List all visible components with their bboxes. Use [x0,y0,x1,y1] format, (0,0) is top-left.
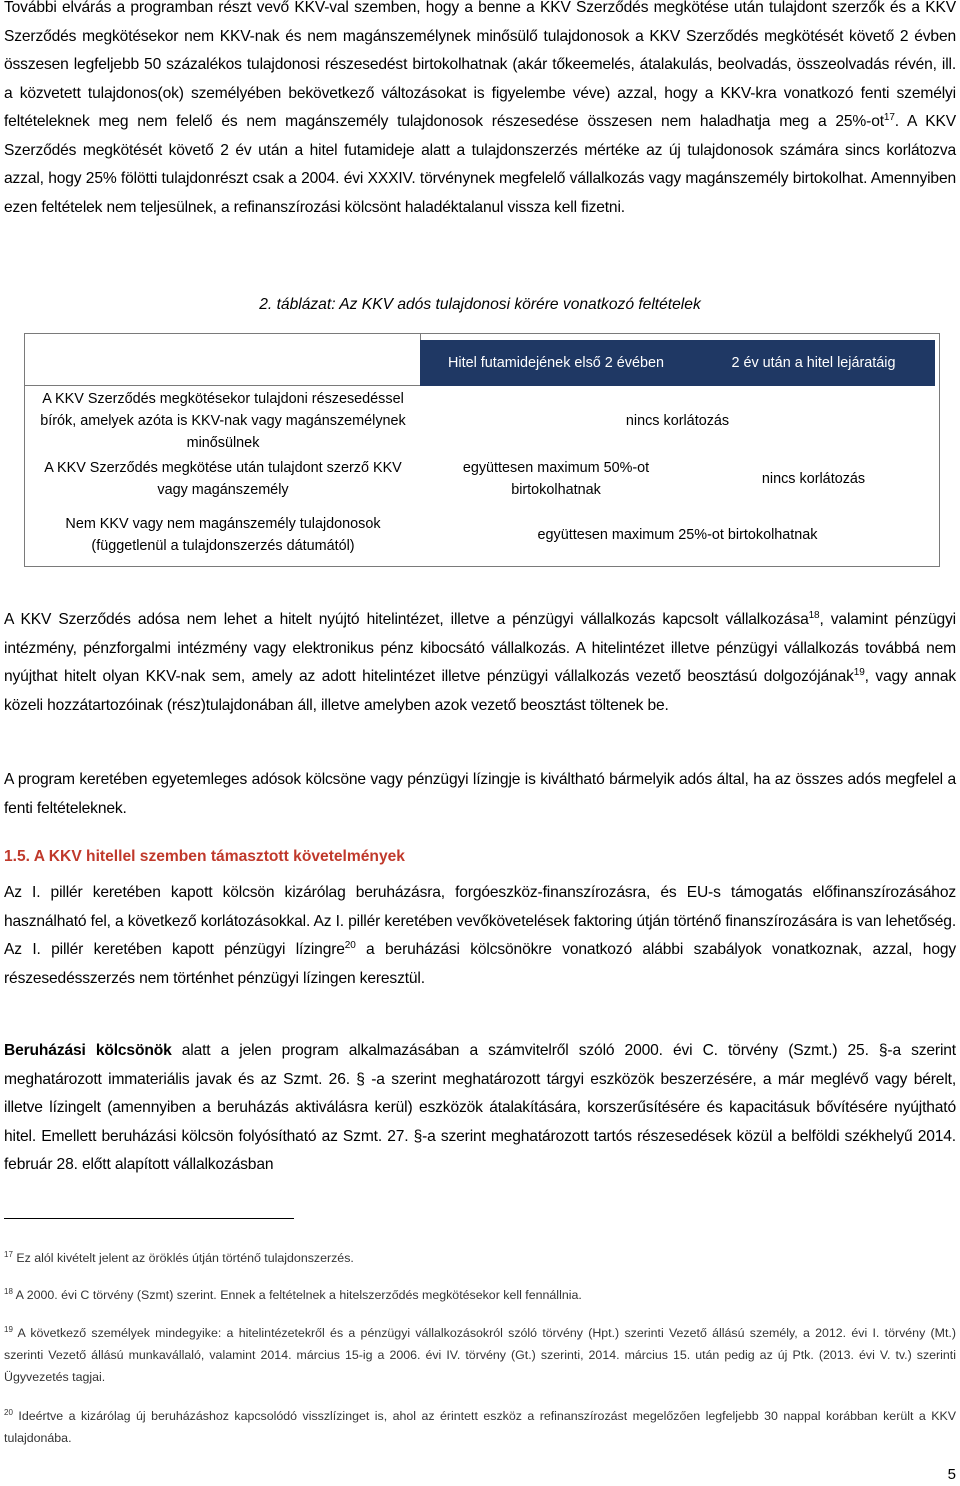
table-row1-label: A KKV Szerződés megkötésekor tulajdoni részesedéssel bírók, amelyek azóta is KKV-nak vagy magánszemélynek minősülnek [40,391,406,451]
intro-paragraph [4,0,956,222]
footnote-ref-20[interactable]: 20 [344,939,356,951]
table-header-first-two-years: Hitel futamidejének első 2 évében [420,340,692,386]
page-number: 5 [947,1466,956,1483]
investment-loans-paragraph [4,1037,956,1180]
table-row2-first-two-years: együttesen maximum 50%-ot birtokolhatnak [462,460,650,498]
table-caption: 2. táblázat: Az KKV adós tulajdonosi körére vonatkozó feltételek [259,296,701,313]
footnote-separator [4,1218,294,1219]
table-row3-label: Nem KKV vagy nem magánszemély tulajdonosok (függetlenül a tulajdonszerzés dátumától) [65,516,381,554]
footnote-number: 17 [4,1249,13,1259]
pillar-text-2: a beruházási kölcsönökre vonatkozó alábbi szabályok vonatkoznak, azzal, hogy részesedésszerzés nem történhet pénzügyi lízingen keresztül. [4,941,957,987]
table-row3-value: együttesen maximum 25%-ot birtokolhatnak [537,527,818,543]
footnote-17 [4,1247,956,1269]
footnote-text: Ideértve a kizárólag új beruházáshoz kapcsolódó visszlízinget is, ahol az érintett eszköz a refinanszírozást megelőzően legfeljebb 30 nappal korábban került a KKV tulajdonába. [4,1409,956,1445]
footnote-ref-19[interactable]: 19 [853,666,865,678]
ownership-table [24,333,940,567]
section-title: A KKV hitellel szemben támasztott követelmények [33,848,405,865]
footnote-18 [4,1284,956,1306]
section-heading [4,843,405,871]
footnote-number: 20 [4,1407,13,1417]
intro-text-1: További elvárás a programban részt vevő KKV-val szemben, hogy a benne a KKV Szerződés megkötése után tulajdont szerzők és a KKV Szerződés megkötésekor nem KKV-nak és nem magánszemélynek minősülő tulajdonosok a KKV Szerződés megkötését követő 2 évben összesen legfeljebb 50 százalékos tulajdonosi részesedést birtokolhatnak (akár tőkeemelés, átalakulás, beolvadás, összeolvadás révén, ill. a közvetett tulajdonos(ok) személyében bekövetkező változásokat is figyelembe véve) azzal, hogy a KKV-kra vonatkozó fenti személyi feltételeknek meg nem felelő és nem magánszemély tulajdonosok részesedése összesen nem haladhatja meg a 25%-ot [4,0,956,130]
footnote-text: Ez alól kivételt jelent az öröklés útján történő tulajdonszerzés. [16,1251,354,1265]
footnote-19 [4,1322,956,1388]
table-row1-value: nincs korlátozás [625,413,730,429]
debtor-text-1: A KKV Szerződés adósa nem lehet a hitelt nyújtó hitelintézet, illetve a pénzügyi vállalkozás kapcsolt vállalkozása [4,611,809,628]
debtor-text-3: , vagy annak közeli hozzátartozóinak (rész)tulajdonában áll, illetve amelyben azok vezető beosztást töltenek be. [4,668,956,714]
footnote-number: 19 [4,1324,13,1334]
footnote-number: 18 [4,1286,13,1296]
section-number: 1.5. [4,848,31,865]
debtor-text-2: , valamint pénzügyi intézmény, pénzforgalmi intézmény vagy elektronikus pénz kibocsátó vállalkozás. A hitelintézet illetve pénzügyi vállalkozás továbbá nem nyújthat hitelt olyan KKV-nak sem, amely az adott hitelintézet illetve pénzügyi vállalkozás vezető beosztású dolgozójának [4,611,956,685]
footnote-20 [4,1405,956,1449]
intro-text-2: . A KKV Szerződés megkötését követő 2 év után a hitel futamideje alatt a tulajdonszerzés mértéke az új tulajdonosok számára sincs korlátozva azzal, hogy 25% fölötti tulajdonrészt csak a 2004. évi XXXIV. törvénynek megfelelő vállalkozás vagy magánszemély birtokolhat. Amennyiben ezen feltételek nem teljesülnek, a refinanszírozási kölcsönt haladéktalanul vissza kell fizetni. [4,113,956,216]
table-header-after-two-years: 2 év után a hitel lejáratáig [692,340,935,386]
debtor-paragraph [4,606,956,720]
joint-debtors-paragraph: A program keretében egyetemleges adósok kölcsöne vagy pénzügyi lízingje is kiváltható bármelyik adós által, ha az összes adós megfelel a fenti feltételeknek. [4,771,956,817]
footnote-text: A 2000. évi C törvény (Szmt) szerint. Ennek a feltételnek a hitelszerződés megkötésekor kell fennállnia. [15,1288,582,1302]
pillar-paragraph [4,879,956,993]
table-row2-after-two-years: nincs korlátozás [761,471,866,487]
pillar-text-1: Az I. pillér keretében kapott kölcsön kizárólag beruházásra, forgóeszköz-finanszírozásra, és EU-s támogatás előfinanszírozásához használható fel, a következő korlátozásokkal. Az I. pillér keretében vevőkövetelések faktoring útján történő finanszírozására is van lehetőség. Az I. pillér keretében kapott pénzügyi lízingre [4,884,956,958]
investment-loans-text: alatt a jelen program alkalmazásában a számvitelről szóló 2000. évi C. törvény (Szmt.) 25. §-a szerint meghatározott immateriális javak és az Szmt. 26. § -a szerint meghatározott tárgyi eszközök beszerzésére, a már meglévő vagy bérelt, illetve lízingelt (amennyiben a beruházás aktiválásra kerül) eszközök átalakítására, korszerűsítésére és kapacitásuk bővítésére nyújtható hitel. Emellett beruházási kölcsön folyósítható az Szmt. 27. §-a szerint meghatározott tartós részesedések közül a belföldi székhelyű 2014. február 28. előtt alapított vállalkozásban [4,1042,956,1173]
footnote-ref-18[interactable]: 18 [808,609,820,621]
investment-loans-term: Beruházási kölcsönök [4,1042,172,1059]
table-corner-cell [25,334,421,386]
table-row2-label: A KKV Szerződés megkötése után tulajdont szerző KKV vagy magánszemély [44,460,402,498]
footnote-ref-17[interactable]: 17 [883,111,895,123]
footnote-text: A következő személyek mindegyike: a hitelintézetekről és a pénzügyi vállalkozásokról szóló törvény (Hpt.) szerinti Vezető állású személy, a 2012. évi I. törvény (Mt.) szerinti Vezető állású munkavállaló, valamint 2014. március 15-ig a 2006. évi IV. törvény (Gt.) szerinti, 2014. március 15. után pedig az új Ptk. (2013. évi V. tv.) szerinti Ügyvezetés tagjai. [4,1326,956,1384]
